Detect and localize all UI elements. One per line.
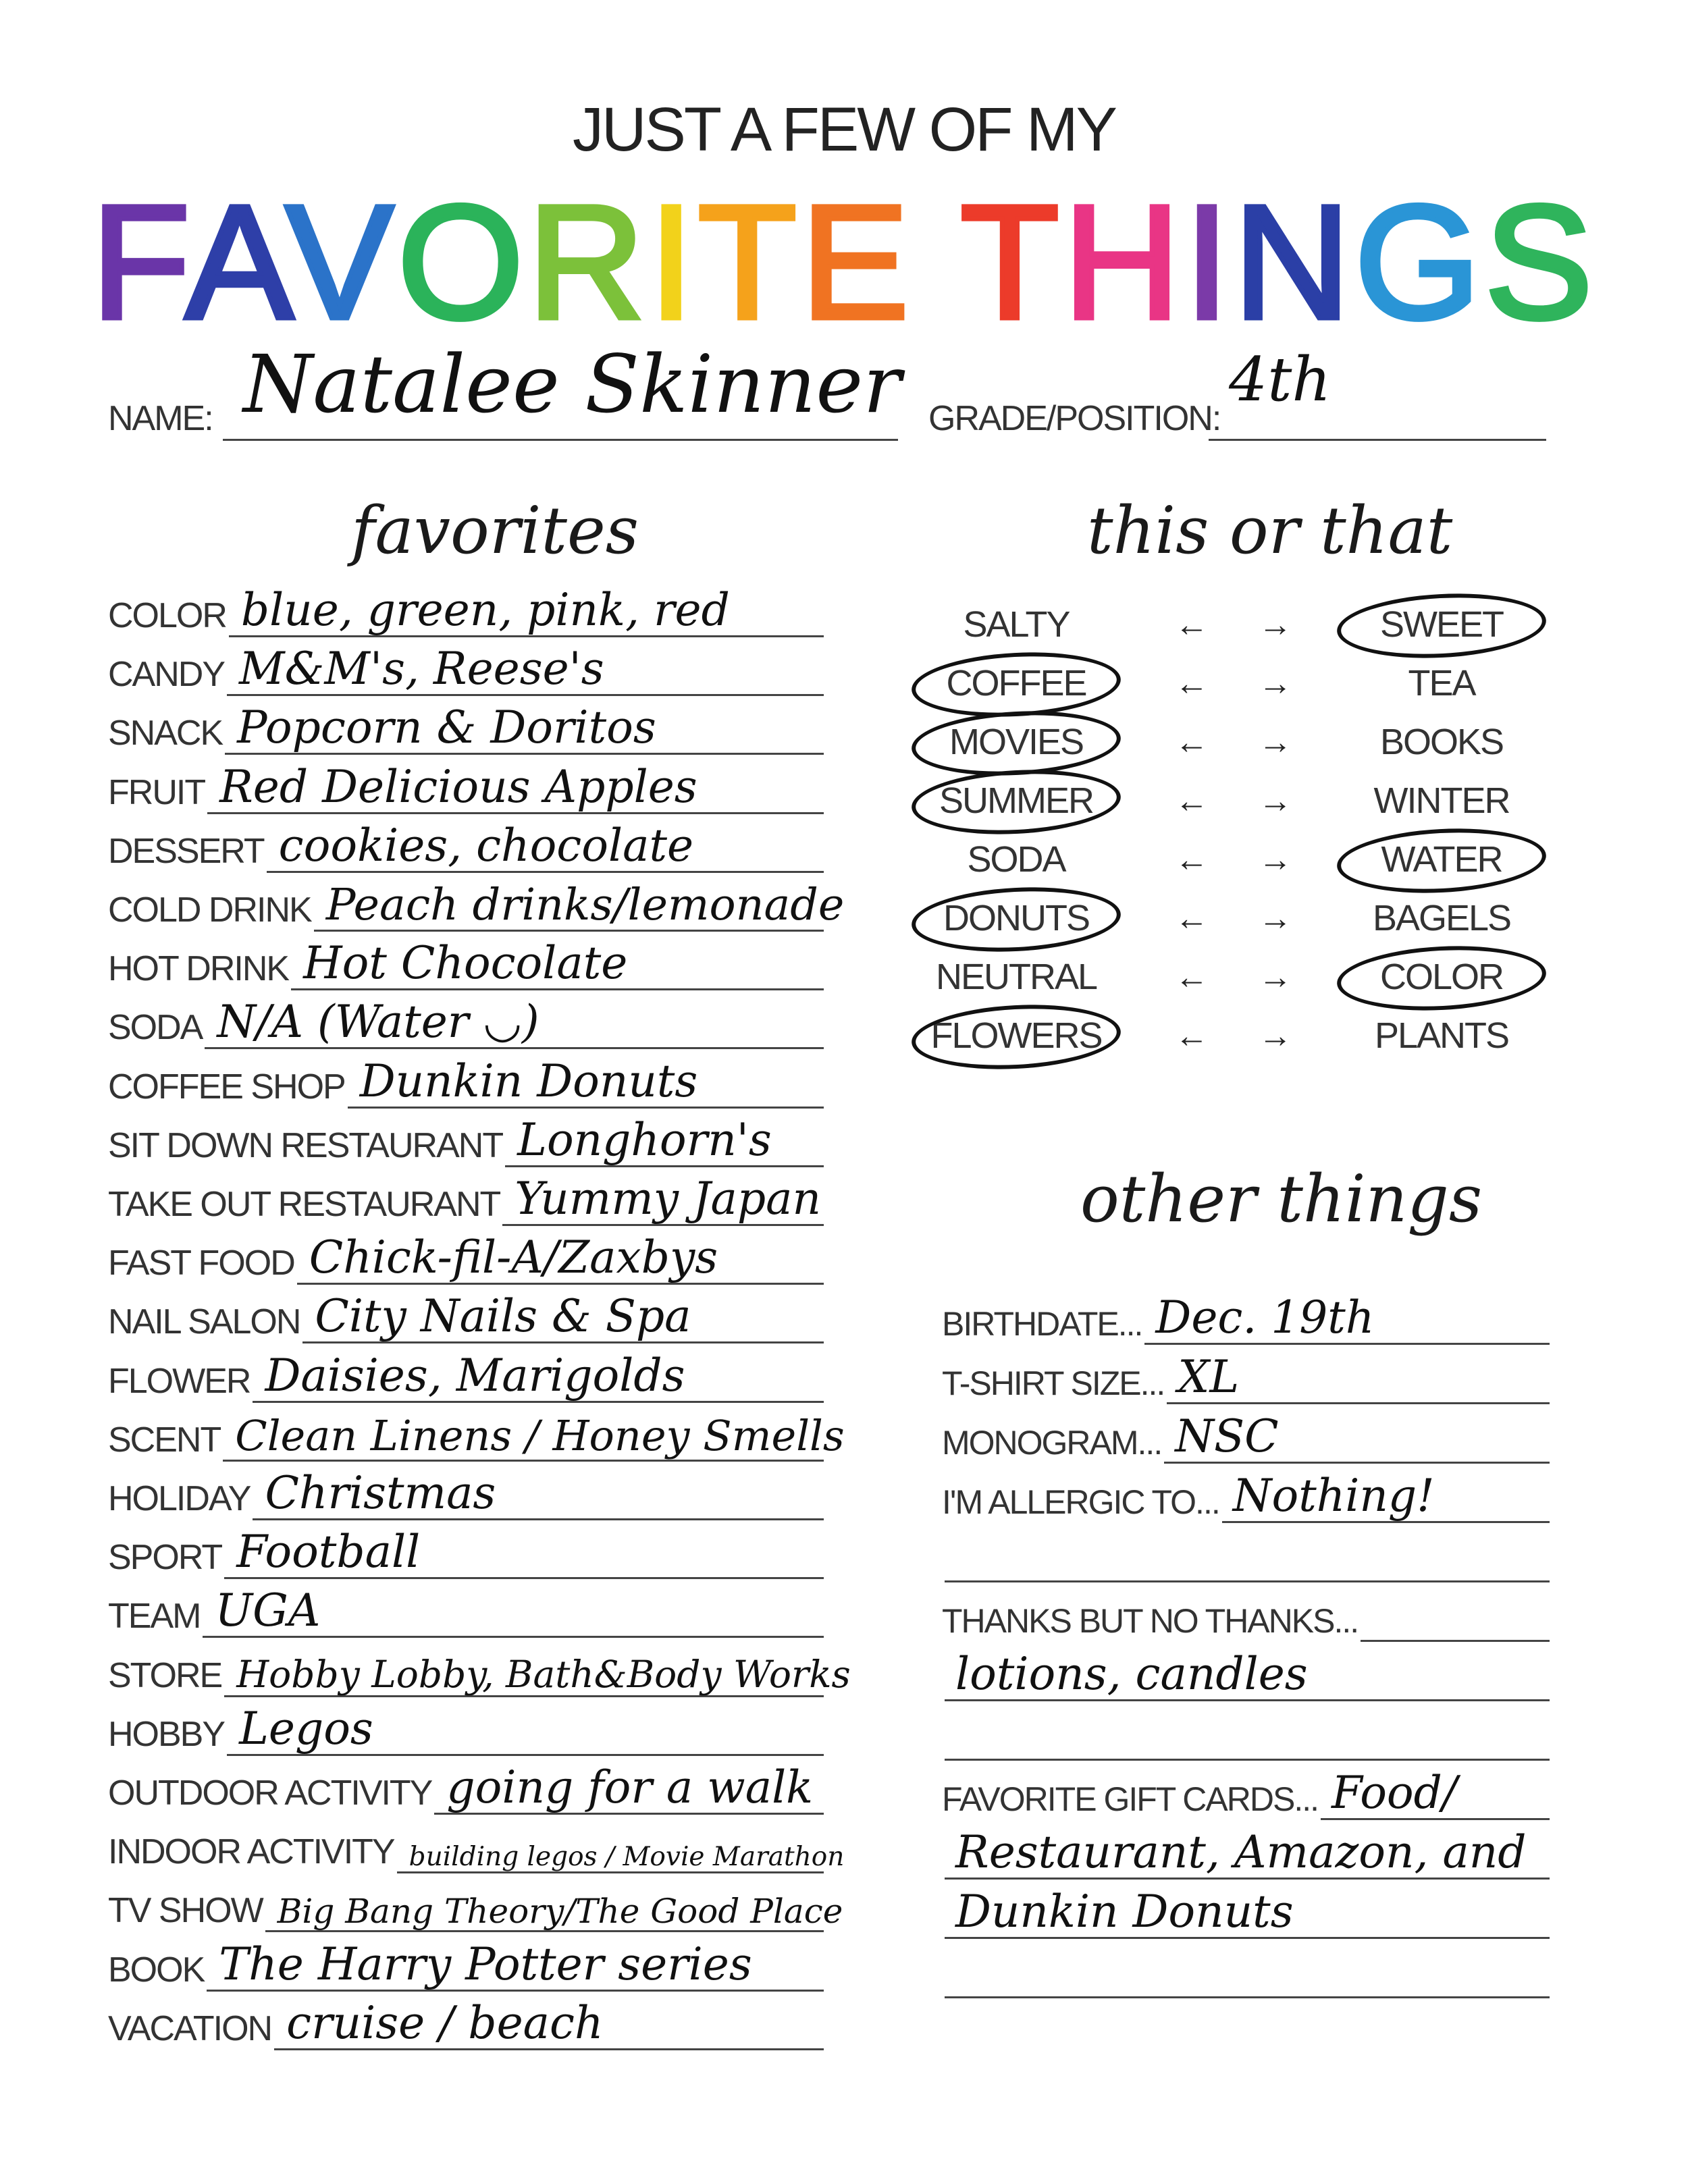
other-thing-label: FAVORITE GIFT CARDS...	[942, 1780, 1319, 1818]
other-thing-row	[942, 1349, 1550, 1407]
favorite-value: Chick-fil-A/Zaxbys	[309, 1231, 718, 1283]
double-arrow-icon: ← →	[1175, 841, 1313, 878]
header-letter: N	[1233, 171, 1355, 352]
favorite-row	[108, 992, 824, 1052]
other-thing-line	[945, 1759, 1550, 1761]
favorite-row	[108, 934, 824, 993]
favorite-label: CANDY	[108, 655, 225, 694]
favorite-value: UGA	[215, 1584, 321, 1636]
this-or-that-title: this or that	[1087, 493, 1453, 568]
other-thing-line	[1361, 1640, 1550, 1642]
favorite-label: TV SHOW	[108, 1891, 263, 1930]
header-letter: I	[1184, 171, 1234, 352]
favorite-label: COFFEE SHOP	[108, 1067, 345, 1107]
double-arrow-icon: ← →	[1175, 782, 1313, 820]
favorite-row	[108, 639, 824, 699]
favorite-row	[108, 1581, 824, 1641]
other-thing-row	[942, 1408, 1550, 1466]
this-or-that-row	[905, 594, 1553, 652]
favorite-row	[108, 875, 845, 934]
other-thing-label: THANKS BUT NO THANKS...	[942, 1602, 1359, 1640]
name-value: Natalee Skinner	[243, 338, 901, 431]
header-letter: R	[527, 171, 649, 352]
header-letter: F	[91, 171, 186, 352]
header-letter: E	[801, 171, 914, 352]
other-thing-row	[942, 1527, 1550, 1585]
favorite-label: TEAM	[108, 1597, 201, 1636]
double-arrow-icon: ← →	[1175, 723, 1313, 761]
other-thing-value: Dec. 19th	[1155, 1291, 1375, 1343]
this-or-that-row	[905, 653, 1553, 711]
that-option[interactable]: COLOR	[1330, 956, 1553, 998]
favorite-row	[108, 698, 824, 757]
favorite-label: COLOR	[108, 596, 226, 635]
favorite-row	[108, 1935, 824, 1994]
favorite-row	[108, 581, 824, 640]
header-letter: T	[960, 171, 1063, 352]
favorite-row	[108, 1052, 824, 1111]
other-thing-row	[942, 1468, 1550, 1526]
favorite-label: FRUIT	[108, 773, 205, 812]
favorite-label: HOT DRINK	[108, 949, 289, 988]
favorite-label: SIT DOWN RESTAURANT	[108, 1126, 503, 1165]
this-option[interactable]: SALTY	[963, 604, 1070, 645]
header-title	[0, 169, 1688, 355]
other-thing-line	[945, 1996, 1550, 1998]
favorite-label: SPORT	[108, 1538, 222, 1577]
double-arrow-icon: ← →	[1175, 1017, 1313, 1055]
other-thing-value: NSC	[1175, 1410, 1279, 1462]
header-letter: T	[697, 171, 801, 352]
name-line	[223, 439, 898, 441]
other-thing-row	[942, 1824, 1550, 1882]
this-or-that-row	[905, 770, 1553, 828]
that-option[interactable]: BAGELS	[1372, 898, 1511, 938]
other-thing-value: lotions, candles	[955, 1648, 1308, 1700]
favorite-row	[108, 1699, 824, 1759]
this-or-that-row	[905, 829, 1553, 887]
other-thing-row	[942, 1765, 1550, 1823]
other-thing-value: Dunkin Donuts	[955, 1886, 1294, 1938]
this-option[interactable]: FLOWERS	[905, 1015, 1128, 1057]
favorite-label: TAKE OUT RESTAURANT	[108, 1185, 500, 1224]
favorite-value: Hot Chocolate	[303, 937, 628, 989]
favorite-label: STORE	[108, 1656, 222, 1695]
other-thing-value: XL	[1178, 1351, 1240, 1403]
favorites-title: favorites	[351, 493, 639, 568]
this-or-that-row	[905, 947, 1553, 1005]
favorite-label: OUTDOOR ACTIVITY	[108, 1774, 432, 1813]
favorite-value: Big Bang Theory/The Good Place	[277, 1892, 843, 1931]
favorite-label: COLD DRINK	[108, 890, 311, 930]
favorite-label: SCENT	[108, 1420, 221, 1460]
favorite-row	[108, 1758, 824, 1817]
header-letter: H	[1063, 171, 1185, 352]
favorite-row	[108, 1817, 845, 1876]
favorite-value: N/A (Water ◡)	[217, 996, 539, 1048]
favorite-value: building legos / Movie Marathon	[408, 1842, 845, 1872]
other-thing-row	[942, 1705, 1550, 1763]
header-letter: V	[285, 171, 398, 352]
name-label: NAME:	[108, 399, 213, 438]
other-thing-row	[942, 1646, 1550, 1704]
favorite-label: DESSERT	[108, 832, 264, 871]
favorite-row	[108, 1346, 824, 1406]
other-thing-row	[942, 1587, 1550, 1645]
favorite-row	[108, 1111, 824, 1170]
this-or-that-row	[905, 712, 1553, 770]
header-letter: G	[1354, 171, 1485, 352]
favorite-value: Clean Linens / Honey Smells	[235, 1411, 845, 1460]
favorite-row	[108, 1994, 824, 2053]
double-arrow-icon: ← →	[1175, 606, 1313, 643]
other-thing-label: I'M ALLERGIC TO...	[942, 1483, 1219, 1521]
other-thing-value: Nothing!	[1232, 1470, 1435, 1522]
other-thing-row	[942, 1943, 1550, 2001]
double-arrow-icon: ← →	[1175, 958, 1313, 996]
favorite-row	[108, 1875, 843, 1935]
favorite-value: Longhorn's	[517, 1114, 772, 1166]
this-option[interactable]: NEUTRAL	[935, 957, 1097, 997]
favorite-value: Popcorn & Doritos	[237, 701, 656, 753]
favorite-value: Christmas	[265, 1467, 496, 1519]
favorite-value: Dunkin Donuts	[359, 1055, 698, 1107]
favorite-label: INDOOR ACTIVITY	[108, 1832, 394, 1871]
favorite-value: The Harry Potter series	[219, 1938, 752, 1990]
favorite-value: blue, green, pink, red	[240, 584, 730, 636]
favorite-value: cruise / beach	[286, 1997, 604, 2049]
favorite-value: M&M's, Reese's	[239, 643, 604, 695]
favorite-label: HOBBY	[108, 1715, 225, 1754]
grade-label: GRADE/POSITION:	[928, 399, 1221, 438]
favorite-row	[108, 1641, 851, 1700]
favorite-label: VACATION	[108, 2009, 272, 2048]
favorite-value: Red Delicious Apples	[219, 761, 697, 813]
this-option[interactable]: COFFEE	[905, 662, 1128, 704]
favorite-label: SODA	[108, 1008, 203, 1047]
other-thing-line	[945, 1580, 1550, 1582]
this-option[interactable]: SUMMER	[905, 780, 1128, 822]
that-option[interactable]: WATER	[1330, 838, 1553, 880]
favorite-row	[108, 1405, 845, 1464]
favorite-row	[108, 1464, 824, 1523]
favorite-row	[108, 1522, 824, 1582]
header-letter: I	[648, 171, 698, 352]
that-option[interactable]: WINTER	[1373, 780, 1510, 821]
this-or-that-row	[905, 888, 1553, 946]
favorite-value: Peach drinks/lemonade	[325, 880, 845, 930]
this-option[interactable]: DONUTS	[905, 897, 1128, 939]
that-option[interactable]: TEA	[1408, 663, 1475, 703]
favorite-label: FAST FOOD	[108, 1244, 294, 1283]
favorite-label: FLOWER	[108, 1362, 250, 1401]
other-thing-label: T-SHIRT SIZE...	[942, 1364, 1165, 1402]
that-option[interactable]: PLANTS	[1374, 1015, 1509, 1056]
favorite-row	[108, 1287, 824, 1346]
header-letter: O	[397, 171, 528, 352]
favorite-label: NAIL SALON	[108, 1302, 300, 1341]
other-thing-value: Restaurant, Amazon, and	[955, 1826, 1527, 1878]
favorite-value: going for a walk	[446, 1761, 814, 1813]
grade-value: 4th	[1229, 344, 1331, 415]
this-or-that-row	[905, 1005, 1553, 1063]
favorite-value: City Nails & Spa	[315, 1290, 691, 1342]
favorite-value: Daisies, Marigolds	[265, 1350, 685, 1402]
this-option[interactable]: SODA	[967, 839, 1065, 880]
that-option[interactable]: BOOKS	[1379, 722, 1504, 762]
header-letter: A	[185, 171, 286, 352]
favorite-row	[108, 757, 824, 817]
favorite-value: Hobby Lobby, Bath&Body Works	[236, 1653, 851, 1696]
that-option[interactable]: SWEET	[1330, 604, 1553, 645]
this-option[interactable]: MOVIES	[905, 721, 1128, 763]
favorite-row	[108, 1228, 824, 1287]
other-thing-label: MONOGRAM...	[942, 1424, 1162, 1462]
other-thing-label: BIRTHDATE...	[942, 1305, 1142, 1343]
favorite-label: HOLIDAY	[108, 1479, 250, 1518]
favorite-label: BOOK	[108, 1950, 205, 1990]
grade-line	[1209, 439, 1546, 441]
double-arrow-icon: ← →	[1175, 664, 1313, 702]
double-arrow-icon: ← →	[1175, 899, 1313, 937]
other-thing-row	[942, 1289, 1550, 1348]
other-things-title: other things	[1080, 1161, 1483, 1237]
other-thing-row	[942, 1884, 1550, 1942]
header-letter: S	[1484, 171, 1597, 352]
favorite-value: Legos	[239, 1703, 373, 1755]
favorite-row	[108, 816, 824, 876]
favorite-value: cookies, chocolate	[278, 820, 694, 872]
favorite-label: SNACK	[108, 714, 223, 753]
other-thing-value: Food/	[1331, 1767, 1458, 1819]
favorite-row	[108, 1169, 824, 1229]
favorite-value: Football	[236, 1526, 421, 1578]
favorite-value: Yummy Japan	[515, 1173, 821, 1225]
header-subtitle: JUST A FEW OF MY	[573, 95, 1115, 164]
